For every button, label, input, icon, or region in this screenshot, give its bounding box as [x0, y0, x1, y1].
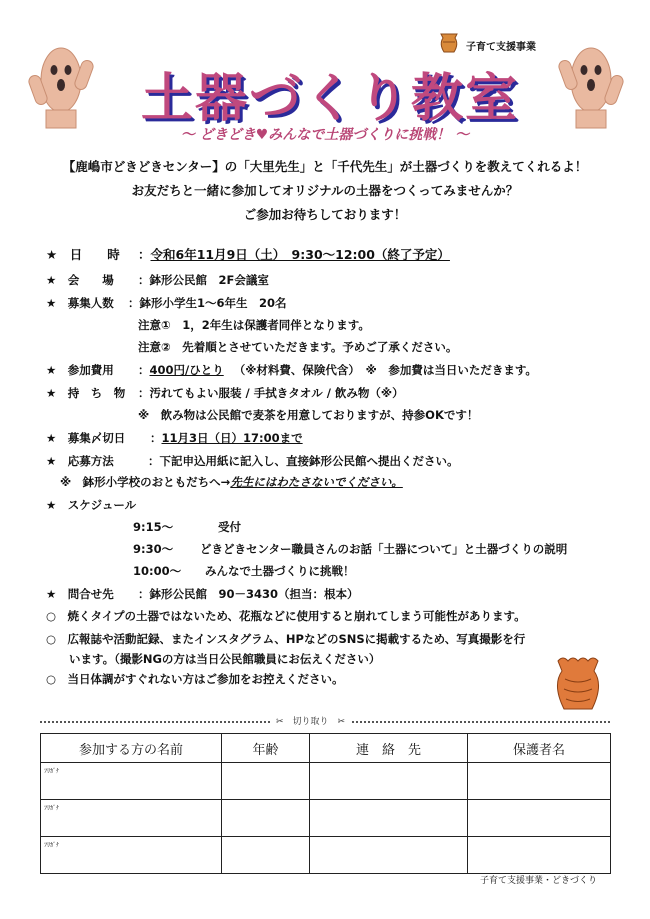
header-contact: 連 絡 先 — [310, 734, 468, 763]
age-cell[interactable] — [222, 763, 310, 800]
date-value: ：令和6年11月9日（土） 9:30～12:00（終了予定） — [138, 247, 450, 262]
contact-value: ：鉢形公民館 90－3430（担当：根本） — [138, 587, 359, 601]
header-guardian-name: 保護者名 — [468, 734, 611, 763]
schedule-label: ★ スケジュール — [46, 498, 137, 512]
header-participant-name: 参加する方の名前 — [41, 734, 222, 763]
notice-2b: います。（撮影NGの方は当日公民館職員にお伝えください） — [46, 652, 381, 666]
furigana-label: ﾌﾘｶﾞﾅ — [44, 768, 60, 775]
recruit-label: ★ 募集人数 — [46, 296, 114, 310]
intro-line-3: ご参加お待ちしております！ — [243, 207, 407, 222]
intro-line-2: お友だちと一緒に参加してオリジナルの土器をつくってみませんか？ — [131, 183, 519, 198]
recruit-value: ：鉢形小学生1～6年生 20名 — [128, 296, 287, 310]
guardian-cell[interactable] — [468, 763, 611, 800]
notice-2: ○ 広報誌や活動記録、またインスタグラム、HPなどのSNSに掲載するため、写真撮影を行 — [46, 632, 526, 646]
method-label: ★ 応募方法 — [46, 454, 114, 468]
schedule-time-2: 9:30～ — [133, 542, 174, 556]
notice-3: ○ 当日体調がすぐれない方はご参加をお控えください。 — [46, 672, 344, 686]
fee-label: ★ 参加費用 — [46, 363, 114, 377]
venue-value: ：鉢形公民館 2F会議室 — [138, 273, 269, 287]
application-form-table — [40, 733, 611, 874]
table-row[interactable] — [41, 763, 611, 800]
haniwa-right-illustration — [558, 35, 624, 130]
fee-value: ：400円/ひとり （※材料費、保険代含） ※ 参加費は当日いただきます。 — [138, 363, 537, 377]
notice-1: ○ 焼くタイプの土器ではないため、花瓶などに使用すると崩れてしまう可能性があります。 — [46, 609, 526, 623]
method-value: ：下記申込用紙に記入し、直接鉢形公民館へ提出ください。 — [148, 454, 459, 468]
form-header-row — [41, 734, 611, 763]
date-label: ★ 日 時 — [46, 247, 120, 262]
note-2: 注意② 先着順とさせていただきます。予めご了承ください。 — [138, 340, 458, 354]
note-1: 注意① 1，2年生は保護者同伴となります。 — [138, 318, 370, 332]
guardian-cell[interactable] — [468, 837, 611, 874]
name-cell[interactable] — [41, 763, 222, 800]
bring-note: ※ 飲み物は公民館で麦茶を用意しておりますが、持参OKです！ — [138, 408, 479, 422]
furigana-label: ﾌﾘｶﾞﾅ — [44, 805, 60, 812]
clay-pot-illustration — [553, 655, 603, 715]
subtitle: ～ どきどき♥みんなで土器づくりに挑戦！ ～ — [180, 127, 470, 143]
contact-cell[interactable] — [310, 837, 468, 874]
schedule-time-3: 10:00～ — [133, 564, 182, 578]
schedule-desc-1: 受付 — [218, 520, 241, 534]
bring-value: ：汚れてもよい服装 / 手拭きタオル / 飲み物（※） — [138, 386, 404, 400]
header-age: 年齢 — [222, 734, 310, 763]
method-note: ※ 鉢形小学校のおともだちへ→先生にはわたさないでください。 — [60, 475, 403, 489]
bring-label: ★ 持 ち 物 — [46, 386, 126, 400]
deadline-value: ：11月3日（日）17:00まで — [150, 431, 303, 445]
contact-label: ★ 問合せ先 — [46, 587, 114, 601]
name-cell[interactable] — [41, 837, 222, 874]
furigana-label: ﾌﾘｶﾞﾅ — [44, 842, 60, 849]
table-row[interactable] — [41, 800, 611, 837]
age-cell[interactable] — [222, 837, 310, 874]
header-label: 子育て支援事業 — [466, 42, 536, 53]
page-title: 土器づくり教室 — [140, 69, 519, 129]
schedule-time-1: 9:15～ — [133, 520, 174, 534]
haniwa-left-illustration — [28, 35, 94, 130]
contact-cell[interactable] — [310, 800, 468, 837]
schedule-desc-2: どきどきセンター職員さんのお話「土器について」と土器づくりの説明 — [200, 542, 568, 556]
table-row[interactable] — [41, 837, 611, 874]
pot-icon — [438, 30, 460, 54]
intro-line-1: 【鹿嶋市どきどきセンター】の「大里先生」と「千代先生」が土器づくりを教えてくれるよ！ — [62, 159, 588, 174]
guardian-cell[interactable] — [468, 800, 611, 837]
footer-label: 子育て支援事業・どきづくり — [480, 876, 598, 886]
name-cell[interactable] — [41, 800, 222, 837]
age-cell[interactable] — [222, 800, 310, 837]
contact-cell[interactable] — [310, 763, 468, 800]
venue-label: ★ 会 場 — [46, 273, 114, 287]
cut-label: ✂ 切り取り ✂ — [270, 714, 351, 727]
schedule-desc-3: みんなで土器づくりに挑戦！ — [205, 564, 355, 578]
deadline-label: ★ 募集〆切日 — [46, 431, 126, 445]
